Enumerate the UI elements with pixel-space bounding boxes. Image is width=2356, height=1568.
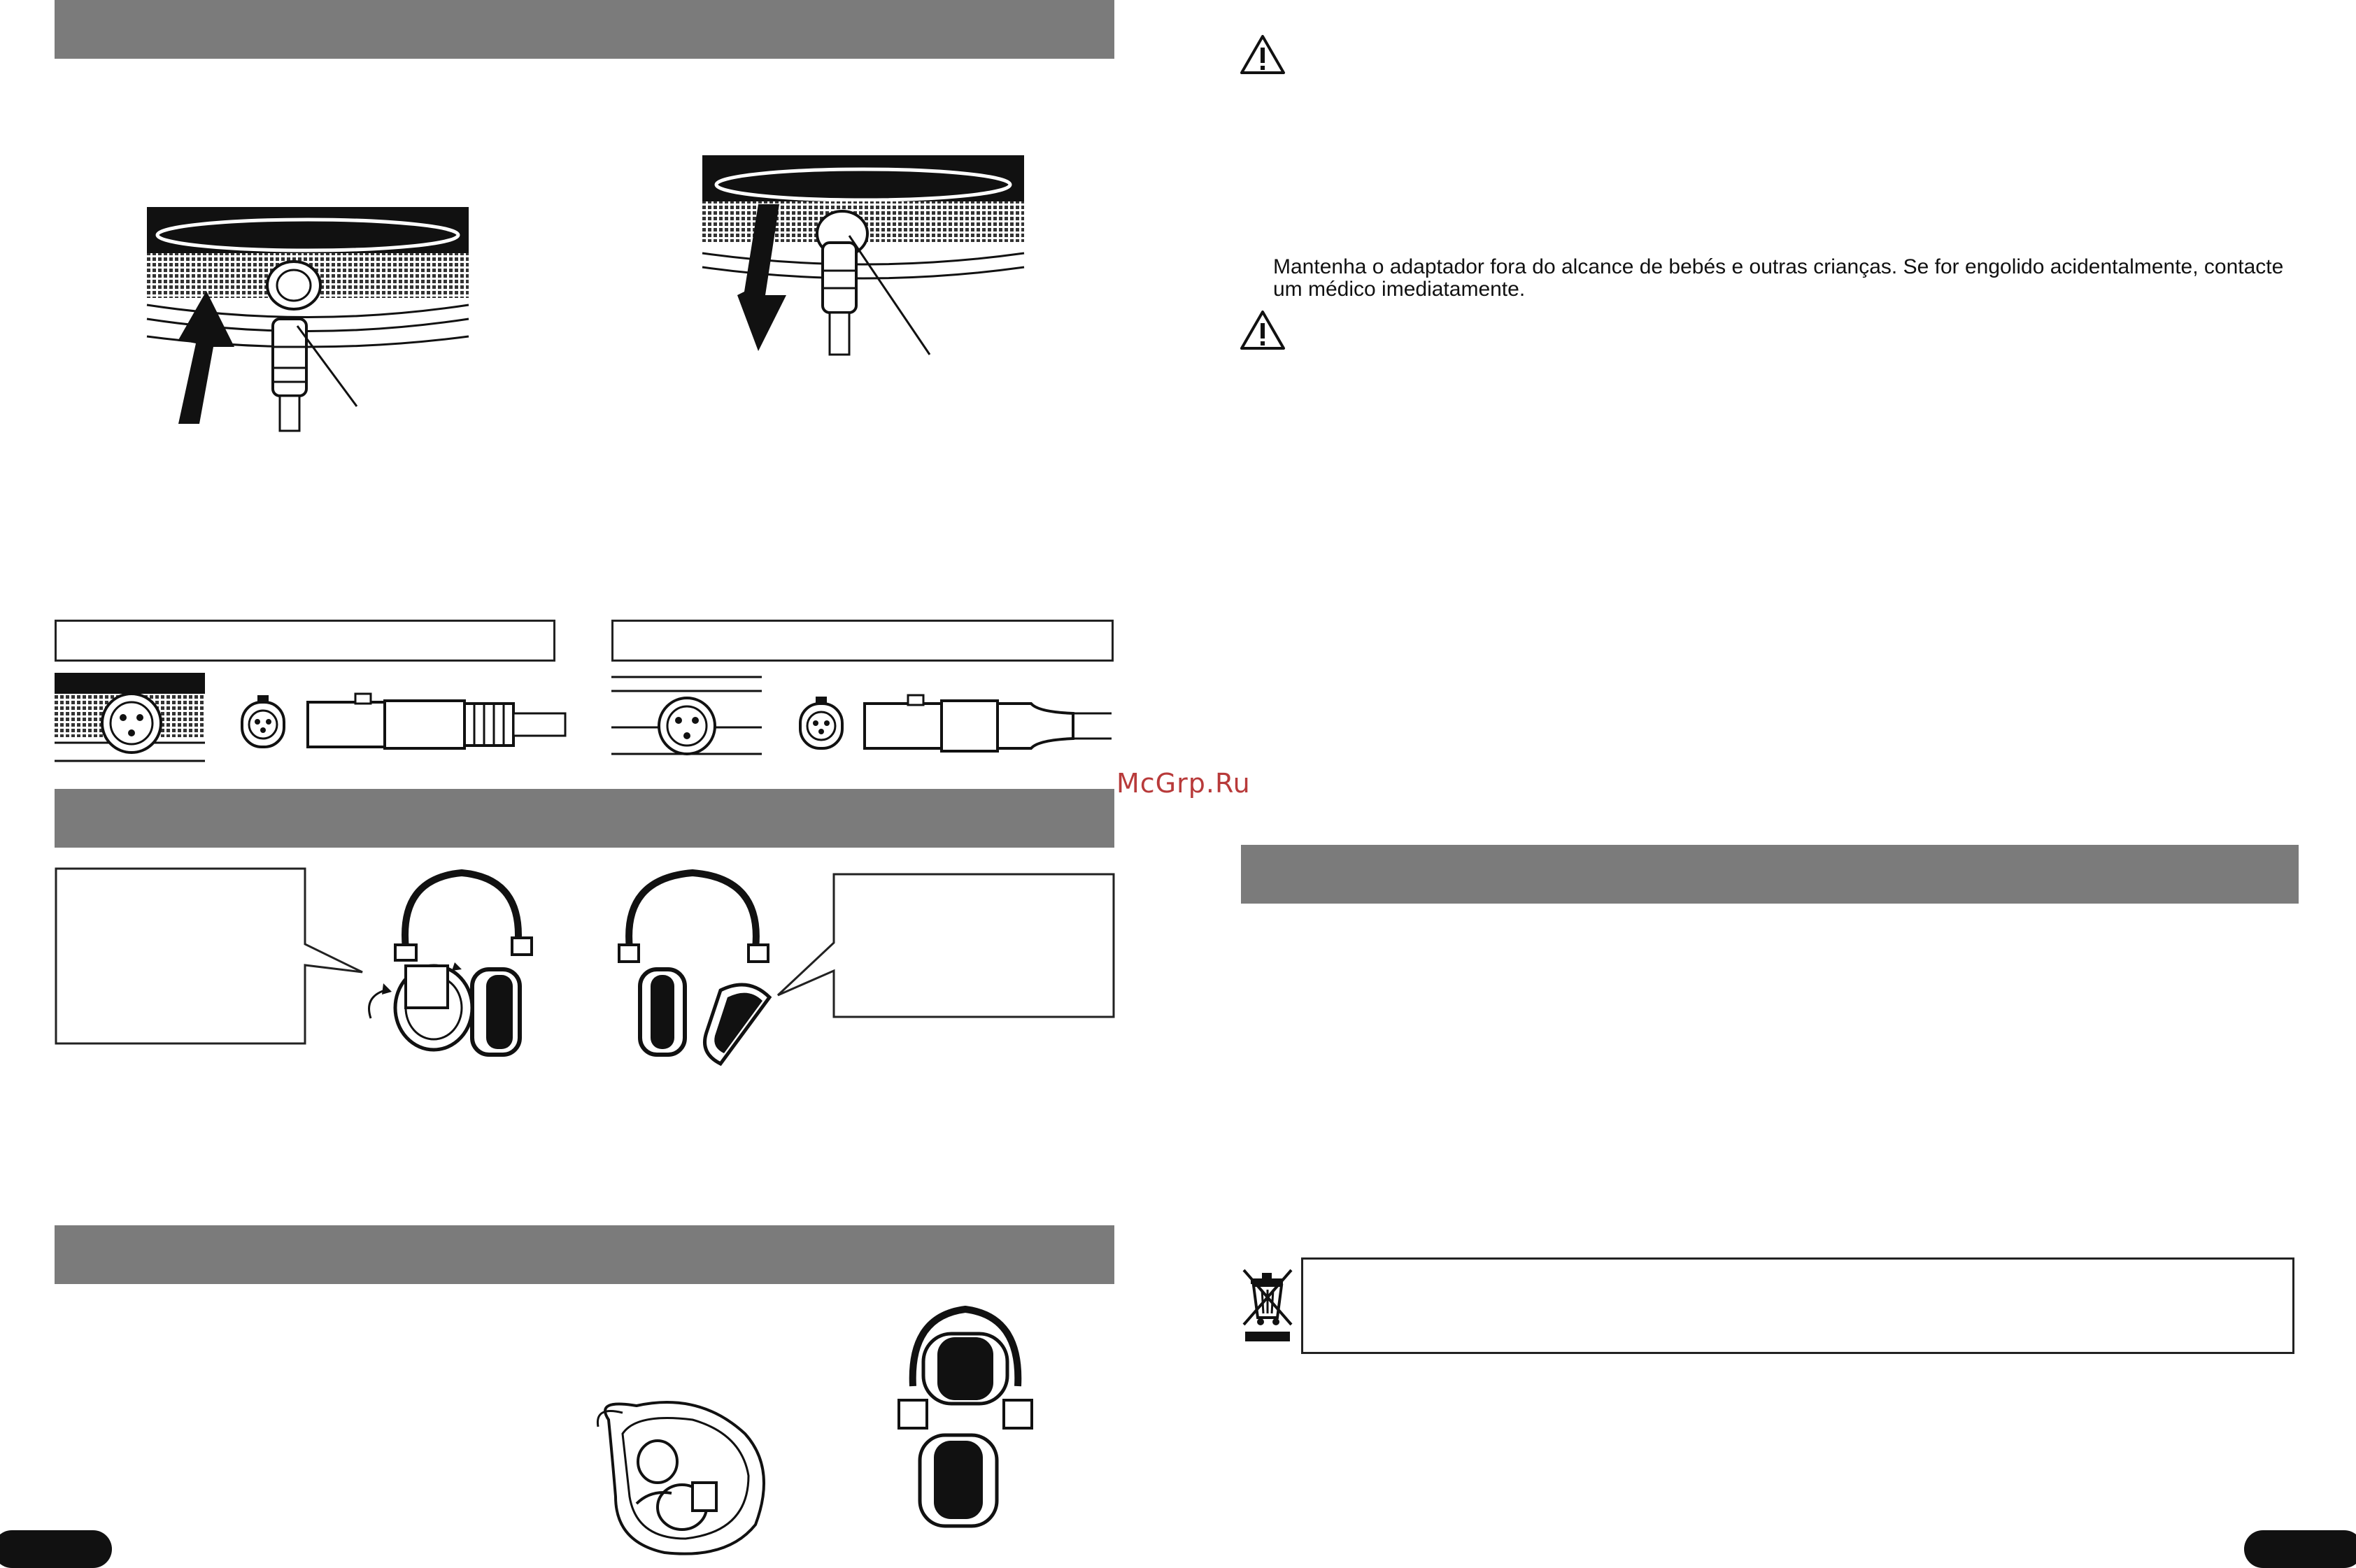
headphones-coiled-illustration [595,1392,776,1560]
page-tab-right [2244,1530,2356,1568]
callout-box-left [55,867,369,1046]
headphones-folded-upright-illustration [888,1302,1042,1533]
section-header-bar-storage [55,1225,1114,1284]
page-tab-left [0,1530,112,1568]
warning-triangle-icon [1240,309,1286,351]
connector-row-left [55,673,572,762]
section-header-bar-connect [55,0,1114,59]
headphones-swivel-illustration [357,864,553,1067]
connector-label-box-left [55,620,555,662]
cable-remove-illustration [702,155,1031,365]
callout-box-right [776,873,1116,1020]
cable-insert-illustration [147,207,476,438]
section-header-bar-right [1241,845,2299,904]
warning-triangle-icon [1240,34,1286,76]
crossed-out-bin-icon [1240,1266,1296,1344]
adapter-warning-text: Mantenha o adaptador fora do alcance de bebés e outras crianças. Se for engolido acidentalmente, contacte um médico imediatamente. [1273,255,2284,301]
watermark: McGrp.Ru [1116,768,1251,799]
weee-notice-box [1301,1257,2294,1354]
section-header-bar-wearing [55,789,1114,848]
connector-row-right [611,677,1115,762]
headphones-fold-illustration [609,864,790,1067]
connector-label-box-right [611,620,1114,662]
